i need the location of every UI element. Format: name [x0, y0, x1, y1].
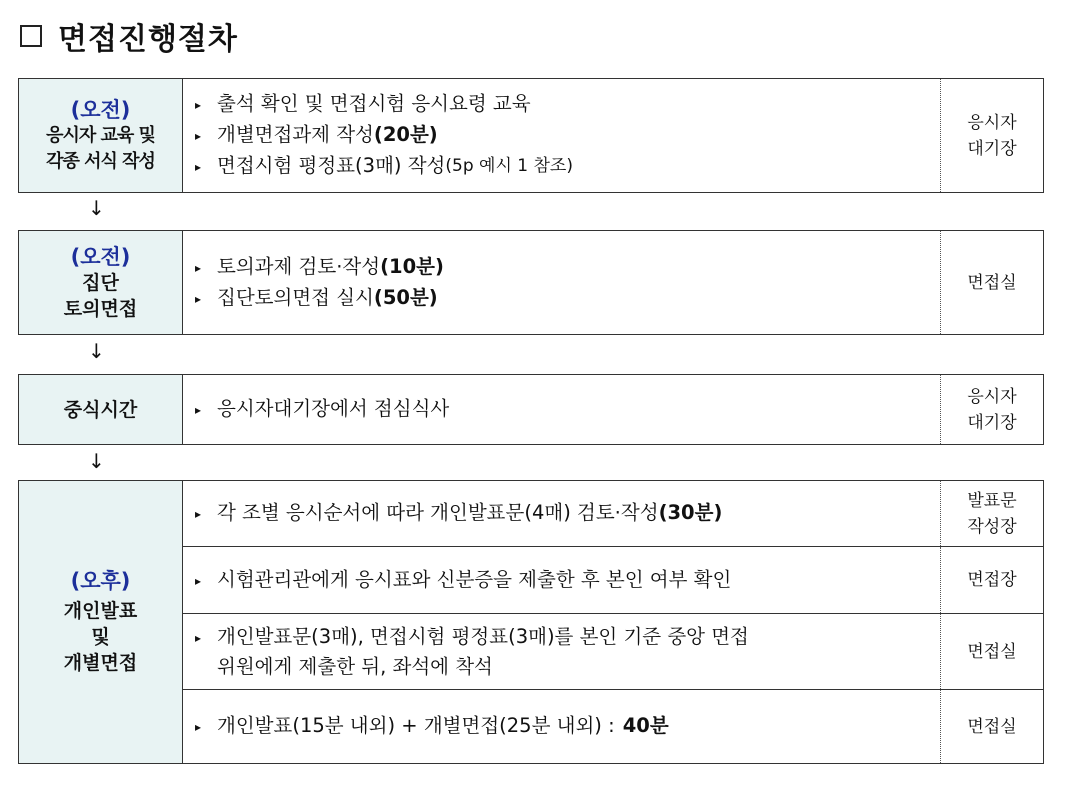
- step-label-line: 토의면접: [63, 297, 138, 320]
- step-label: [19, 481, 183, 763]
- item-duration: (30분): [658, 501, 723, 524]
- list-item: [195, 151, 940, 182]
- step-label: [19, 375, 183, 444]
- item-note: (5p 예시 1 참조): [445, 156, 573, 176]
- place-text: 면접장: [967, 570, 1017, 590]
- list-item: [195, 622, 940, 682]
- step-label-line: 및: [91, 626, 110, 648]
- page-title: [20, 14, 238, 58]
- item-duration: (20분): [373, 123, 438, 146]
- step-content: [183, 375, 940, 444]
- bullet-icon: ▸: [195, 403, 202, 417]
- bullet-icon: ▸: [195, 507, 202, 521]
- bullet-icon: ▸: [195, 291, 202, 306]
- step-block-afternoon-interview: [18, 480, 1044, 764]
- down-arrow-icon: ↓: [88, 449, 105, 473]
- item-duration: 40분: [622, 714, 669, 737]
- place-cell: [940, 79, 1043, 192]
- bullet-icon: ▸: [195, 630, 202, 645]
- step-block-lunch: [18, 374, 1044, 445]
- step-label-line: 중식시간: [63, 398, 138, 421]
- list-item: [195, 498, 940, 529]
- step-label: [19, 79, 183, 192]
- time-label: (오전): [70, 97, 131, 122]
- down-arrow-icon: ↓: [88, 196, 105, 220]
- step-label-line: 각종 서식 작성: [46, 150, 155, 172]
- list-item: [195, 565, 940, 596]
- table-row: [183, 690, 1043, 763]
- time-label: (오전): [70, 244, 131, 269]
- step-content: [183, 547, 940, 613]
- step-label-line: 응시자 교육 및: [46, 124, 155, 146]
- place-cell: [940, 231, 1043, 334]
- list-item: [195, 89, 940, 120]
- step-content: [183, 231, 940, 334]
- item-text: 개별면접과제 작성: [217, 123, 374, 146]
- item-text: 출석 확인 및 면접시험 응시요령 교육: [217, 92, 531, 115]
- step-block-morning-education: [18, 78, 1044, 193]
- place-cell: [940, 481, 1043, 546]
- bullet-icon: ▸: [195, 98, 202, 112]
- item-text: 개인발표문(3매), 면접시험 평정표(3매)를 본인 기준 중앙 면접: [217, 624, 749, 648]
- step-label: [19, 231, 183, 334]
- place-cell: [940, 690, 1043, 763]
- item-text: 응시자대기장에서 점심식사: [217, 397, 450, 420]
- item-text: 면접시험 평정표(3매) 작성: [217, 154, 446, 177]
- step-block-group-discussion: [18, 230, 1044, 335]
- place-text: 대기장: [967, 138, 1017, 159]
- step-content: [183, 614, 940, 689]
- item-text: 집단토의면접 실시: [217, 285, 374, 309]
- table-row: [183, 481, 1043, 547]
- step-label-line: 개인발표: [63, 600, 138, 622]
- place-cell: [940, 547, 1043, 613]
- bullet-icon: ▸: [195, 129, 202, 143]
- place-text: 면접실: [967, 272, 1017, 293]
- step-rows: [183, 481, 1043, 763]
- item-text: 토의과제 검토·작성: [217, 254, 381, 278]
- step-content: [183, 481, 940, 546]
- item-duration: (10분): [380, 254, 444, 278]
- list-item: [195, 394, 940, 425]
- table-row: [183, 614, 1043, 690]
- bullet-icon: ▸: [195, 720, 202, 734]
- place-text: 응시자: [967, 386, 1017, 407]
- place-text: 대기장: [967, 412, 1017, 433]
- list-item: [195, 711, 940, 742]
- item-text: 각 조별 응시순서에 따라 개인발표문(4매) 검토·작성: [217, 501, 659, 524]
- item-duration: (50분): [373, 285, 438, 309]
- time-label: (오후): [70, 569, 131, 593]
- item-text: 시험관리관에게 응시표와 신분증을 제출한 후 본인 여부 확인: [217, 567, 732, 591]
- step-label-line: 집단: [82, 271, 119, 294]
- bullet-icon: ▸: [195, 160, 202, 174]
- list-item: [195, 120, 940, 151]
- list-item: [195, 252, 940, 283]
- place-text: 면접실: [967, 716, 1017, 737]
- title-text: 면접진행절차: [58, 22, 238, 57]
- item-text: 개인발표(15분 내외) + 개별면접(25분 내외) :: [217, 714, 615, 737]
- down-arrow-icon: ↓: [88, 339, 105, 363]
- place-cell: [940, 614, 1043, 689]
- step-label-line: 개별면접: [63, 652, 138, 674]
- place-text: 면접실: [967, 641, 1017, 662]
- step-content: [183, 690, 940, 763]
- step-content: [183, 79, 940, 192]
- bullet-icon: ▸: [195, 573, 202, 588]
- place-text: 응시자: [967, 112, 1017, 133]
- place-text: 발표문: [967, 490, 1017, 511]
- table-row: [183, 547, 1043, 614]
- place-text: 작성장: [967, 516, 1017, 537]
- checkbox-square-icon: [20, 25, 42, 47]
- item-text-continued: 위원에게 제출한 뒤, 좌석에 착석: [217, 654, 493, 678]
- bullet-icon: ▸: [195, 260, 202, 275]
- list-item: [195, 283, 940, 314]
- place-cell: [940, 375, 1043, 444]
